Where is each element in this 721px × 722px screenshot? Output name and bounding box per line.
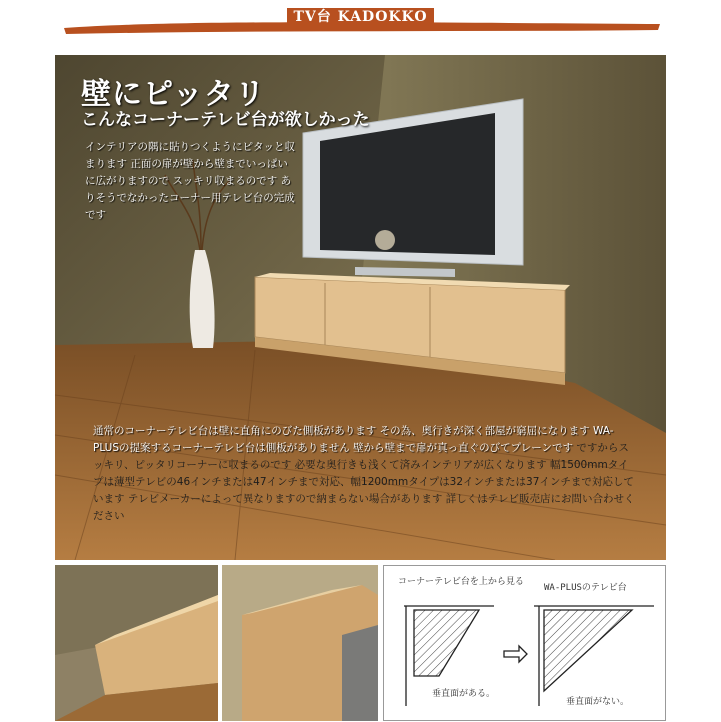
- sketch-right-note: 垂直面がない。: [566, 697, 630, 707]
- description-top-text: 通常のコーナーテレビ台は壁に直角にのびた側板があります その為、奥行きが深く部屋が窮屈になります WA-PLUSの提案するコーナーテレビ台は側板がありません 壁から壁まで扉が真っ直ぐのびてプレーンです: [93, 425, 614, 454]
- hero-subheadline: こんなコーナーテレビ台が欲しかった: [81, 110, 370, 130]
- comparison-sketch: [383, 565, 666, 721]
- description-bottom-text: ですからスッキリ、ピッタリコーナーに収まるのです 必要な奥行きも浅くて済みインテリアが広くなります 幅1500mmタイプは薄型テレビの46インチまたは47インチまで対応、幅1200mmタイプは32インチまたは37インチまで対応しています テレビメーカーによって異なりますので納まらない場合があります 詳しくはテレビ販売店にお問い合わせください: [93, 442, 635, 522]
- hero-headline: 壁にピッタリ: [81, 77, 266, 112]
- hero-photo: [55, 55, 666, 560]
- hero-intro-text: インテリアの隅に貼りつくようにピタッと収まります 正面の扉が壁から壁までいっぱいに広がりますので スッキリ収まるのです ありそうでなかったコーナー用テレビ台の完成です: [85, 141, 295, 221]
- page-header: [0, 0, 721, 48]
- page-title: TV台 KADOKKO: [0, 6, 721, 26]
- sketch-right-label: WA-PLUSのテレビ台: [544, 583, 627, 593]
- sketch-left-label: コーナーテレビ台を上から見る: [398, 577, 524, 587]
- hero-description: [93, 423, 638, 525]
- sketch-left-note: 垂直面がある。: [432, 689, 496, 699]
- detail-photo-cabinet-corner: [55, 565, 218, 721]
- detail-photo-cabinet-edge: [222, 565, 378, 721]
